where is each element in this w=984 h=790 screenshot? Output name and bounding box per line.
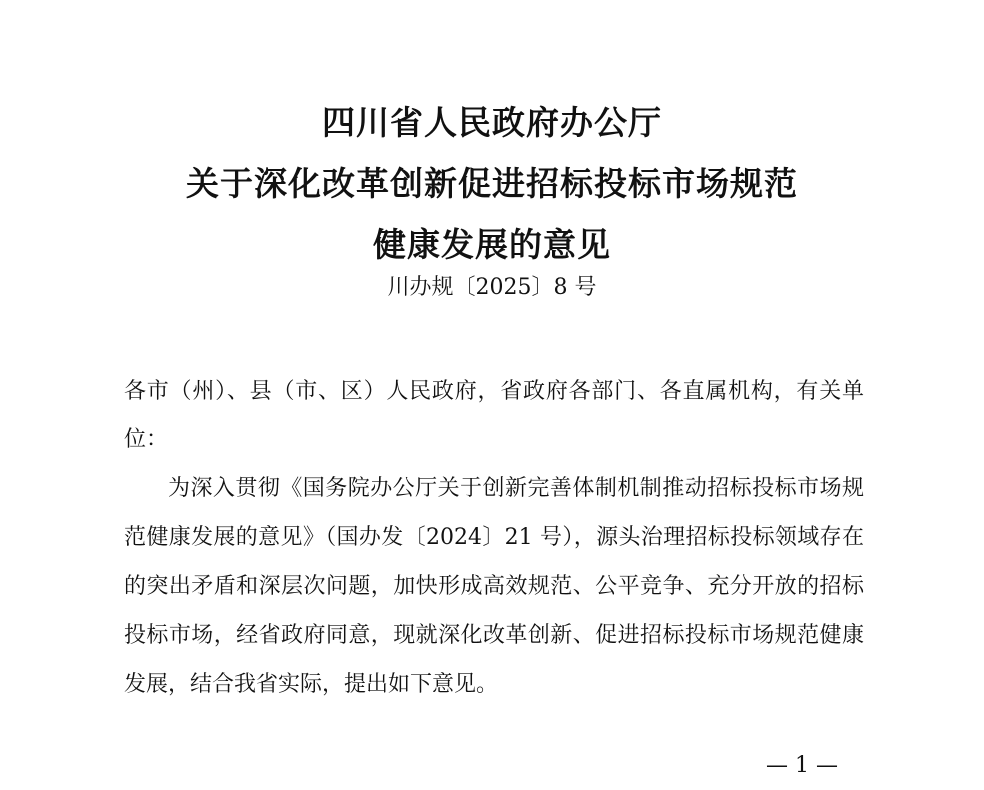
title-line-3: 健康发展的意见 bbox=[373, 225, 611, 264]
title-line-1: 四川省人民政府办公厅 bbox=[322, 103, 662, 142]
page-number: — 1 — bbox=[766, 753, 838, 778]
body-paragraph: 为深入贯彻《国务院办公厅关于创新完善体制机制推动招标投标市场规范健康发展的意见》（国办发〔2024〕21 号），源头治理招标投标领域存在的突出矛盾和深层次问题，加快形成高效规范、公平竞争、充分开放的招标投标市场，经省政府同意，现就深化改革创新、促进招标投标市场规范健康发展，结合我省实际，提出如下意见。 bbox=[124, 476, 864, 697]
title-line-2: 关于深化改革创新促进招标投标市场规范 bbox=[186, 164, 798, 203]
document-number: 川办规〔2025〕8 号 bbox=[387, 275, 597, 300]
document-title bbox=[0, 92, 984, 275]
salutation: 各市（州）、县（市、区）人民政府，省政府各部门、各直属机构，有关单位： bbox=[124, 379, 864, 452]
